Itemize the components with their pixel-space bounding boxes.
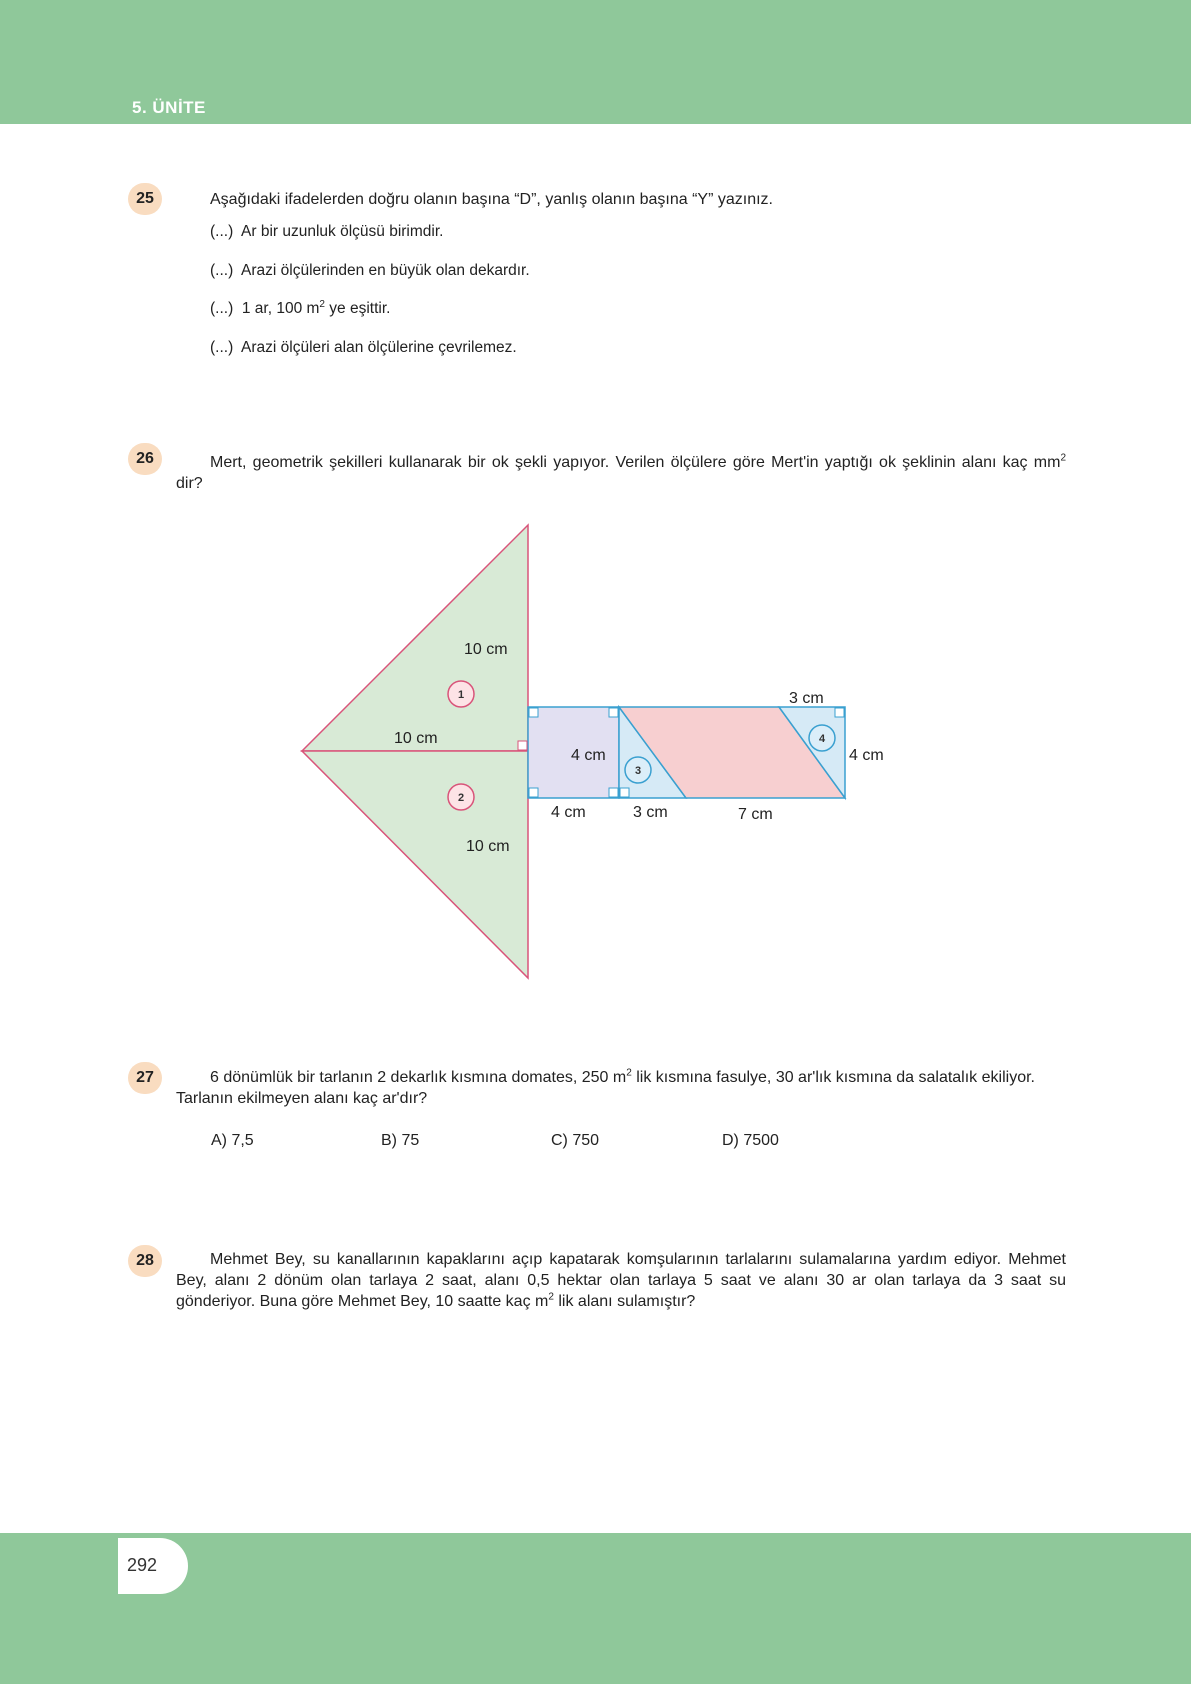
q27-text-b: lik kısmına fasulye, 30 ar'lık kısmına da salatalık ekiliyor. Tarlanın ekilmeyen alanı kaç ar'dır? bbox=[176, 1069, 1035, 1107]
q28-text-b: lik alanı sulamıştır? bbox=[553, 1293, 696, 1310]
right-angle-marker bbox=[620, 788, 629, 797]
right-angle-marker bbox=[518, 741, 527, 750]
label-square-side: 4 cm bbox=[571, 747, 606, 764]
page-number: 292 bbox=[127, 1555, 158, 1575]
label-mid: 10 cm bbox=[394, 730, 438, 747]
marker-2: 2 bbox=[457, 792, 465, 804]
right-angle-marker bbox=[529, 788, 538, 797]
question-25-number: 25 bbox=[128, 183, 162, 215]
marker-1: 1 bbox=[457, 689, 465, 701]
label-square-bottom: 4 cm bbox=[551, 804, 586, 821]
right-angle-marker bbox=[835, 708, 844, 717]
question-26-number: 26 bbox=[128, 443, 162, 475]
q26-text-b: dir? bbox=[176, 475, 203, 492]
triangle-2 bbox=[302, 751, 528, 978]
q25-item-2-text: Arazi ölçülerinden en büyük olan dekardır. bbox=[241, 262, 530, 279]
q25-item-4-text: Arazi ölçüleri alan ölçülerine çevrilemez. bbox=[241, 339, 517, 356]
q28-text-a: Mehmet Bey, su kanallarının kapaklarını açıp kapatarak komşularının tarlalarını sulamalarına yardım ediyor. Mehmet Bey, alanı 2 dönüm olan tarlaya 2 saat, alanı 0,5 hektar olan tarlaya 5 saat ve alanı 30 ar olan tarlaya da 3 saat su gönderiyor. Buna göre Mehmet Bey, 10 saatte kaç m bbox=[176, 1251, 1066, 1310]
right-angle-marker bbox=[609, 788, 618, 797]
q25-item-1-text: Ar bir uzunluk ölçüsü birimdir. bbox=[241, 223, 444, 240]
q27-option-a: A) 7,5 bbox=[211, 1132, 254, 1149]
q25-item-3-text-b: ye eşittir. bbox=[324, 300, 391, 317]
q27-option-d: D) 7500 bbox=[722, 1132, 779, 1149]
label-tri4-right: 4 cm bbox=[849, 747, 884, 764]
label-top-hyp: 10 cm bbox=[464, 641, 508, 658]
question-28-text bbox=[176, 1249, 1066, 1312]
q25-item-3-blank: (...) bbox=[210, 300, 234, 317]
q25-item-3-text-a: 1 ar, 100 m bbox=[241, 300, 320, 317]
triangle-1 bbox=[302, 525, 528, 751]
q27-option-c: C) 750 bbox=[551, 1132, 600, 1149]
q27-sup: 2 bbox=[626, 1067, 632, 1079]
question-27-number: 27 bbox=[128, 1062, 162, 1094]
marker-3: 3 bbox=[634, 765, 642, 777]
q25-item-2-blank: (...) bbox=[210, 262, 234, 279]
label-para-base: 7 cm bbox=[738, 806, 773, 823]
q25-item-4-blank: (...) bbox=[210, 339, 234, 356]
right-angle-marker bbox=[609, 708, 618, 717]
label-tri3-base: 3 cm bbox=[633, 804, 668, 821]
question-27-text bbox=[176, 1067, 1066, 1109]
q26-text-a: Mert, geometrik şekilleri kullanarak bir ok şekli yapıyor. Verilen ölçülere göre Mert'in yaptığı ok şeklinin alanı kaç mm bbox=[210, 454, 1061, 471]
question-25-prompt: Aşağıdaki ifadelerden doğru olanın başına “D”, yanlış olanın başına “Y” yazınız. bbox=[210, 191, 773, 208]
unit-title: 5. ÜNİTE bbox=[132, 98, 206, 117]
right-angle-marker bbox=[529, 708, 538, 717]
q25-item-1-blank: (...) bbox=[210, 223, 234, 240]
q26-sup: 2 bbox=[1060, 452, 1066, 464]
q27-option-b: B) 75 bbox=[381, 1132, 420, 1149]
q28-sup: 2 bbox=[548, 1291, 554, 1303]
q27-text-a: 6 dönümlük bir tarlanın 2 dekarlık kısmına domates, 250 m bbox=[210, 1069, 627, 1086]
label-tri4-top: 3 cm bbox=[789, 690, 824, 707]
marker-4: 4 bbox=[818, 733, 826, 745]
label-bottom-hyp: 10 cm bbox=[466, 838, 510, 855]
q25-item-3-sup: 2 bbox=[319, 298, 325, 310]
question-28-number: 28 bbox=[128, 1245, 162, 1277]
